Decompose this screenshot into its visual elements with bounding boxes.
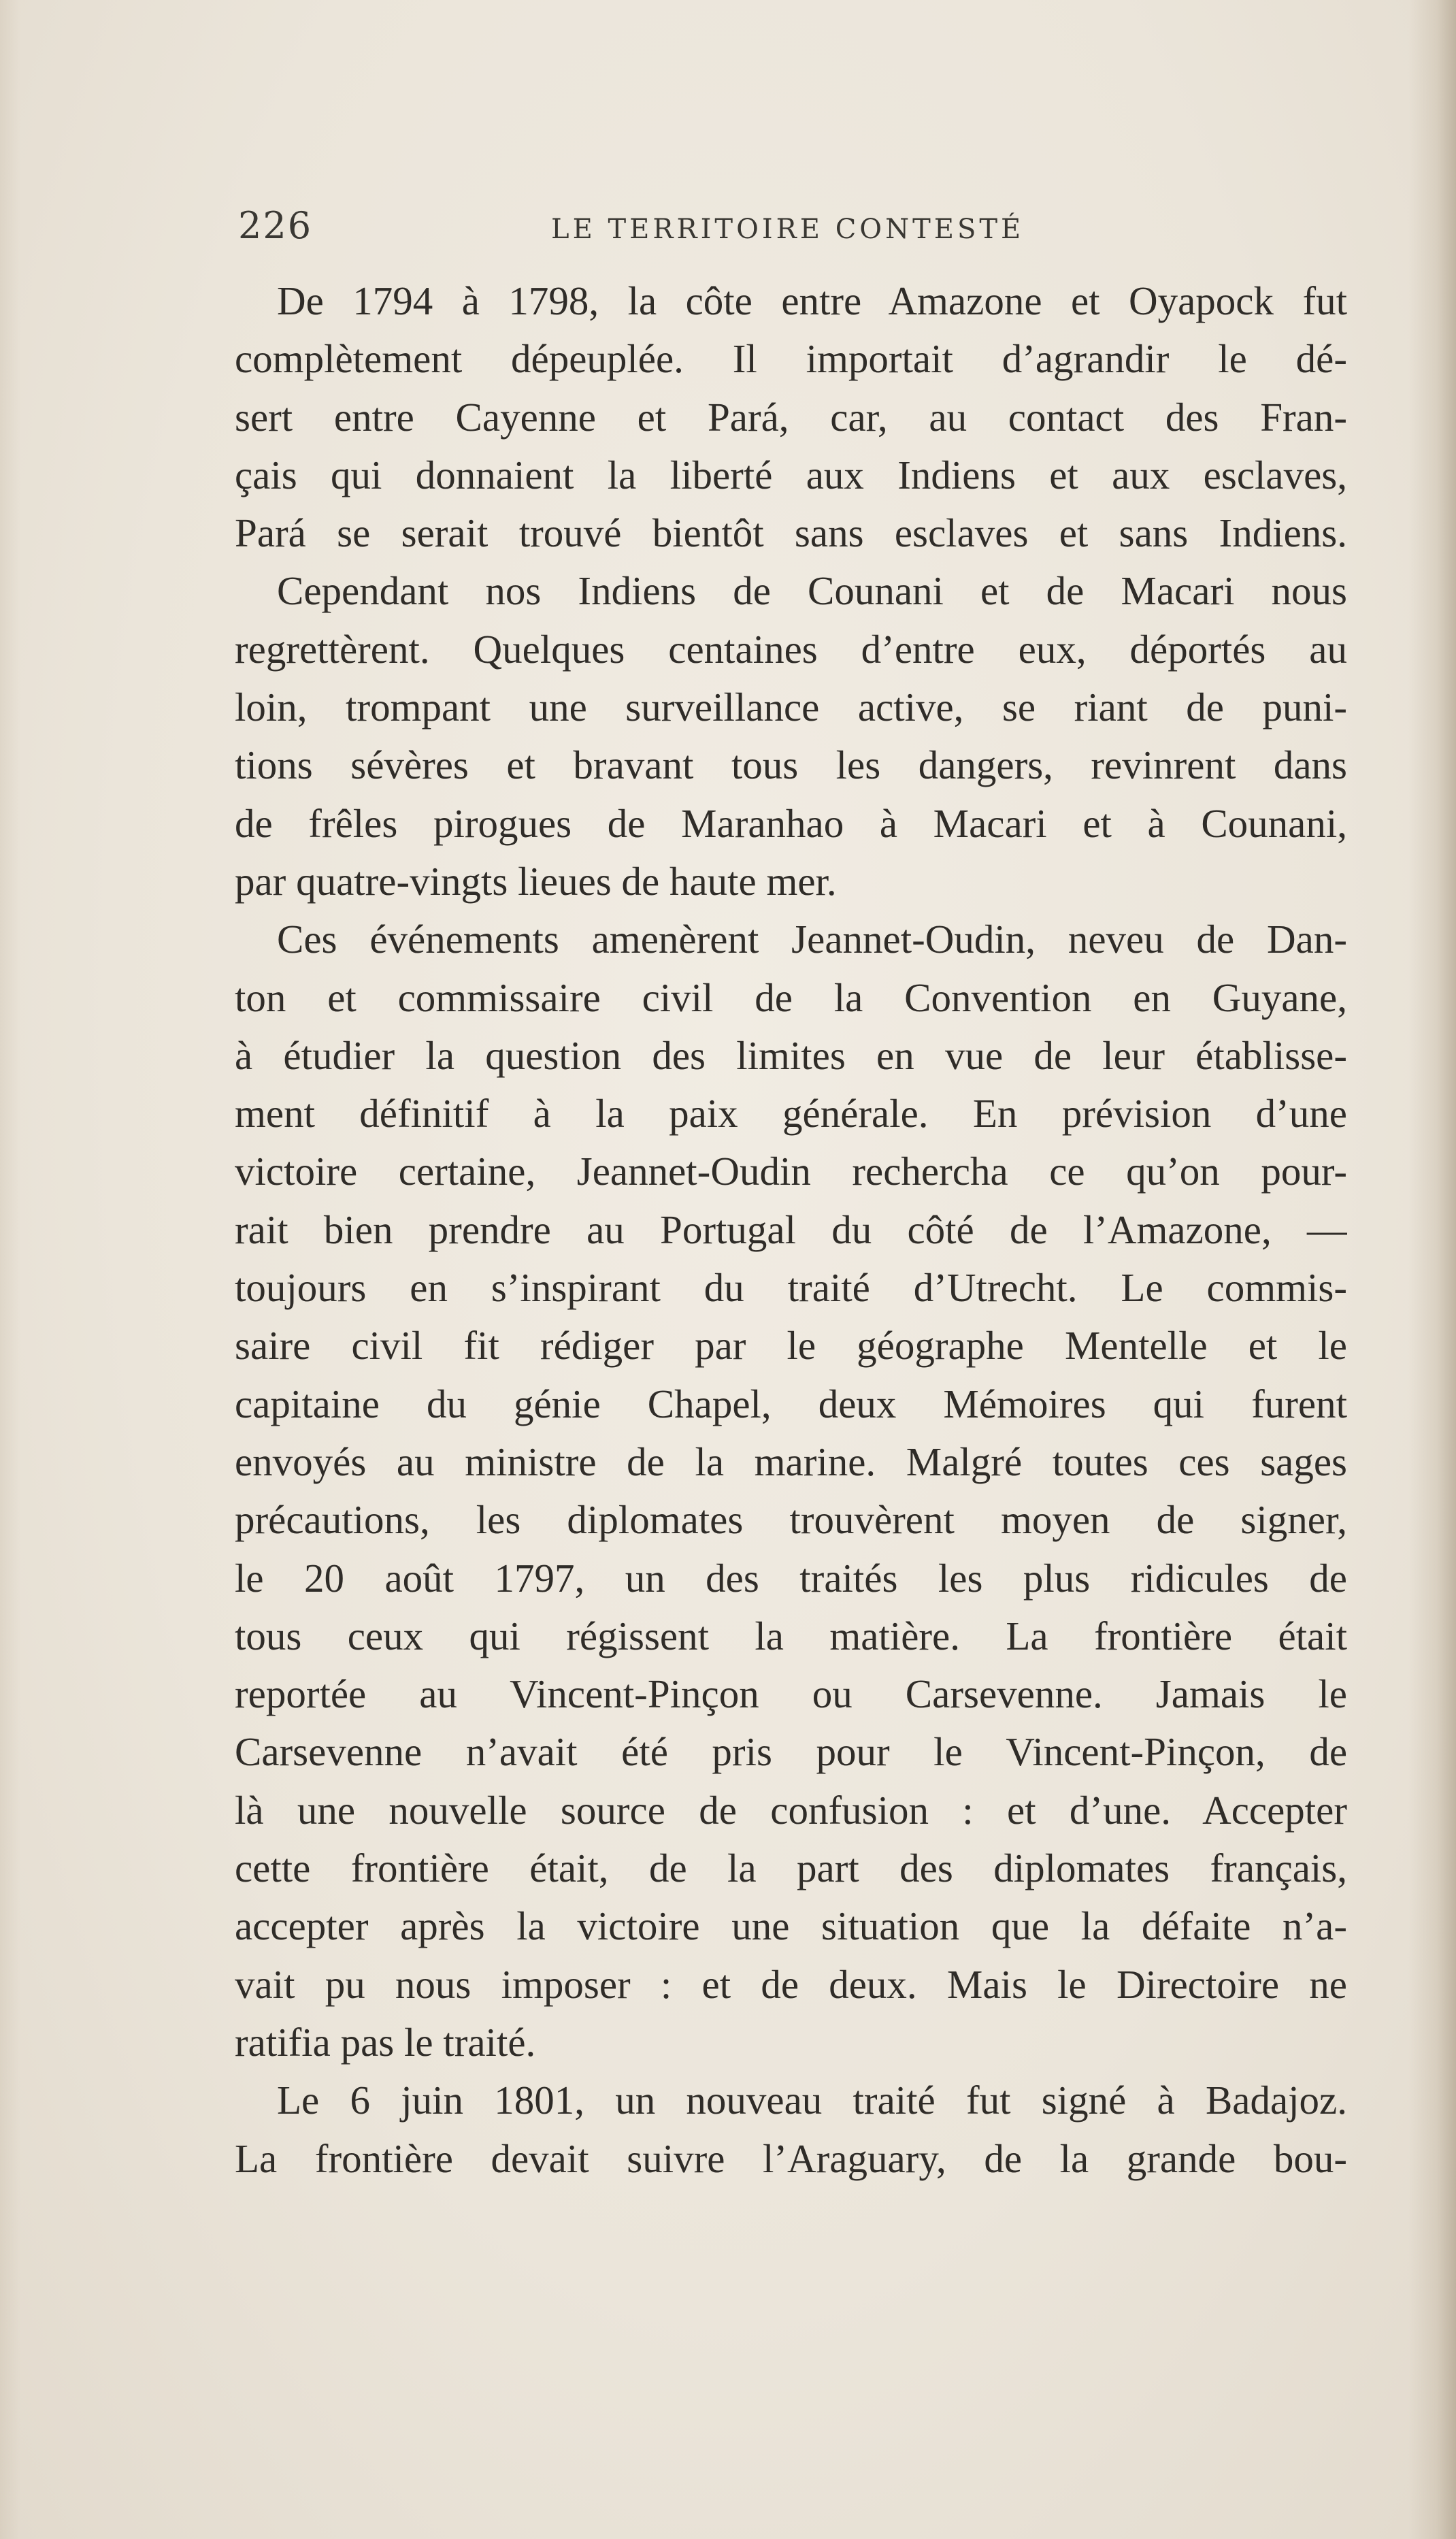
text-line: reportée au Vincent-Pinçon ou Carsevenne. Jamais le (235, 1671, 1347, 1717)
paragraph (235, 562, 1347, 911)
page-header (238, 204, 1327, 259)
text-line: sert entre Cayenne et Pará, car, au contact des Fran- (235, 394, 1347, 440)
text-line: à étudier la question des limites en vue de leur établisse- (235, 1032, 1347, 1078)
paragraph (235, 2071, 1347, 2188)
text-line: tions sévères et bravant tous les dangers, revinrent dans (235, 742, 1347, 788)
page-number: 226 (238, 204, 313, 247)
text-line: Carsevenne n’avait été pris pour le Vincent-Pinçon, de (235, 1729, 1347, 1775)
text-line: loin, trompant une surveillance active, se riant de puni- (235, 685, 1347, 730)
paragraph (235, 272, 1347, 562)
text-line: accepter après la victoire une situation que la défaite n’a- (235, 1903, 1347, 1949)
text-line: de frêles pirogues de Maranhao à Macari et à Counani, (235, 800, 1347, 846)
text-line: envoyés au ministre de la marine. Malgré toutes ces sages (235, 1439, 1347, 1484)
text-line: le 20 août 1797, un des traités les plus ridicules de (235, 1555, 1347, 1601)
page-right-shadow (1408, 0, 1456, 2539)
text-line: Cependant nos Indiens de Counani et de Macari nous (277, 568, 1347, 614)
text-line: vait pu nous imposer : et de deux. Mais le Directoire ne (235, 1961, 1347, 2007)
text-line: Pará se serait trouvé bientôt sans esclaves et sans Indiens. (235, 510, 1347, 556)
page-left-shadow (0, 0, 20, 2539)
text-line: ment définitif à la paix générale. En prévision d’une (235, 1091, 1347, 1136)
text-line: Ces événements amenèrent Jeannet-Oudin, neveu de Dan- (277, 917, 1347, 962)
text-line: Le 6 juin 1801, un nouveau traité fut signé à Badajoz. (277, 2078, 1347, 2123)
text-line: ton et commissaire civil de la Convention en Guyane, (235, 974, 1347, 1020)
text-line: De 1794 à 1798, la côte entre Amazone et Oyapock fut (277, 278, 1347, 323)
text-line: ratifia pas le traité. (235, 2019, 536, 2065)
text-line: victoire certaine, Jeannet-Oudin rechercha ce qu’on pour- (235, 1149, 1347, 1194)
text-line: là une nouvelle source de confusion : et d’une. Accepter (235, 1787, 1347, 1833)
text-line: capitaine du génie Chapel, deux Mémoires qui furent (235, 1381, 1347, 1426)
text-line: saire civil fit rédiger par le géographe Mentelle et le (235, 1323, 1347, 1369)
text-line: regrettèrent. Quelques centaines d’entre eux, déportés au (235, 626, 1347, 672)
text-line: toujours en s’inspirant du traité d’Utrecht. Le commis- (235, 1265, 1347, 1311)
text-line: complètement dépeuplée. Il importait d’agrandir le dé- (235, 336, 1347, 382)
text-line: çais qui donnaient la liberté aux Indiens et aux esclaves, (235, 452, 1347, 497)
paragraph (235, 911, 1347, 2071)
running-head: LE TERRITOIRE CONTESTÉ (551, 214, 1025, 245)
body-text (235, 272, 1347, 2188)
text-line: La frontière devait suivre l’Araguary, de la grande bou- (235, 2135, 1347, 2181)
text-line: précautions, les diplomates trouvèrent moyen de signer, (235, 1497, 1347, 1543)
text-line: rait bien prendre au Portugal du côté de l’Amazone, — (235, 1207, 1347, 1252)
text-line: par quatre-vingts lieues de haute mer. (235, 858, 837, 904)
text-line: cette frontière était, de la part des diplomates français, (235, 1846, 1347, 1891)
text-line: tous ceux qui régissent la matière. La frontière était (235, 1613, 1347, 1658)
